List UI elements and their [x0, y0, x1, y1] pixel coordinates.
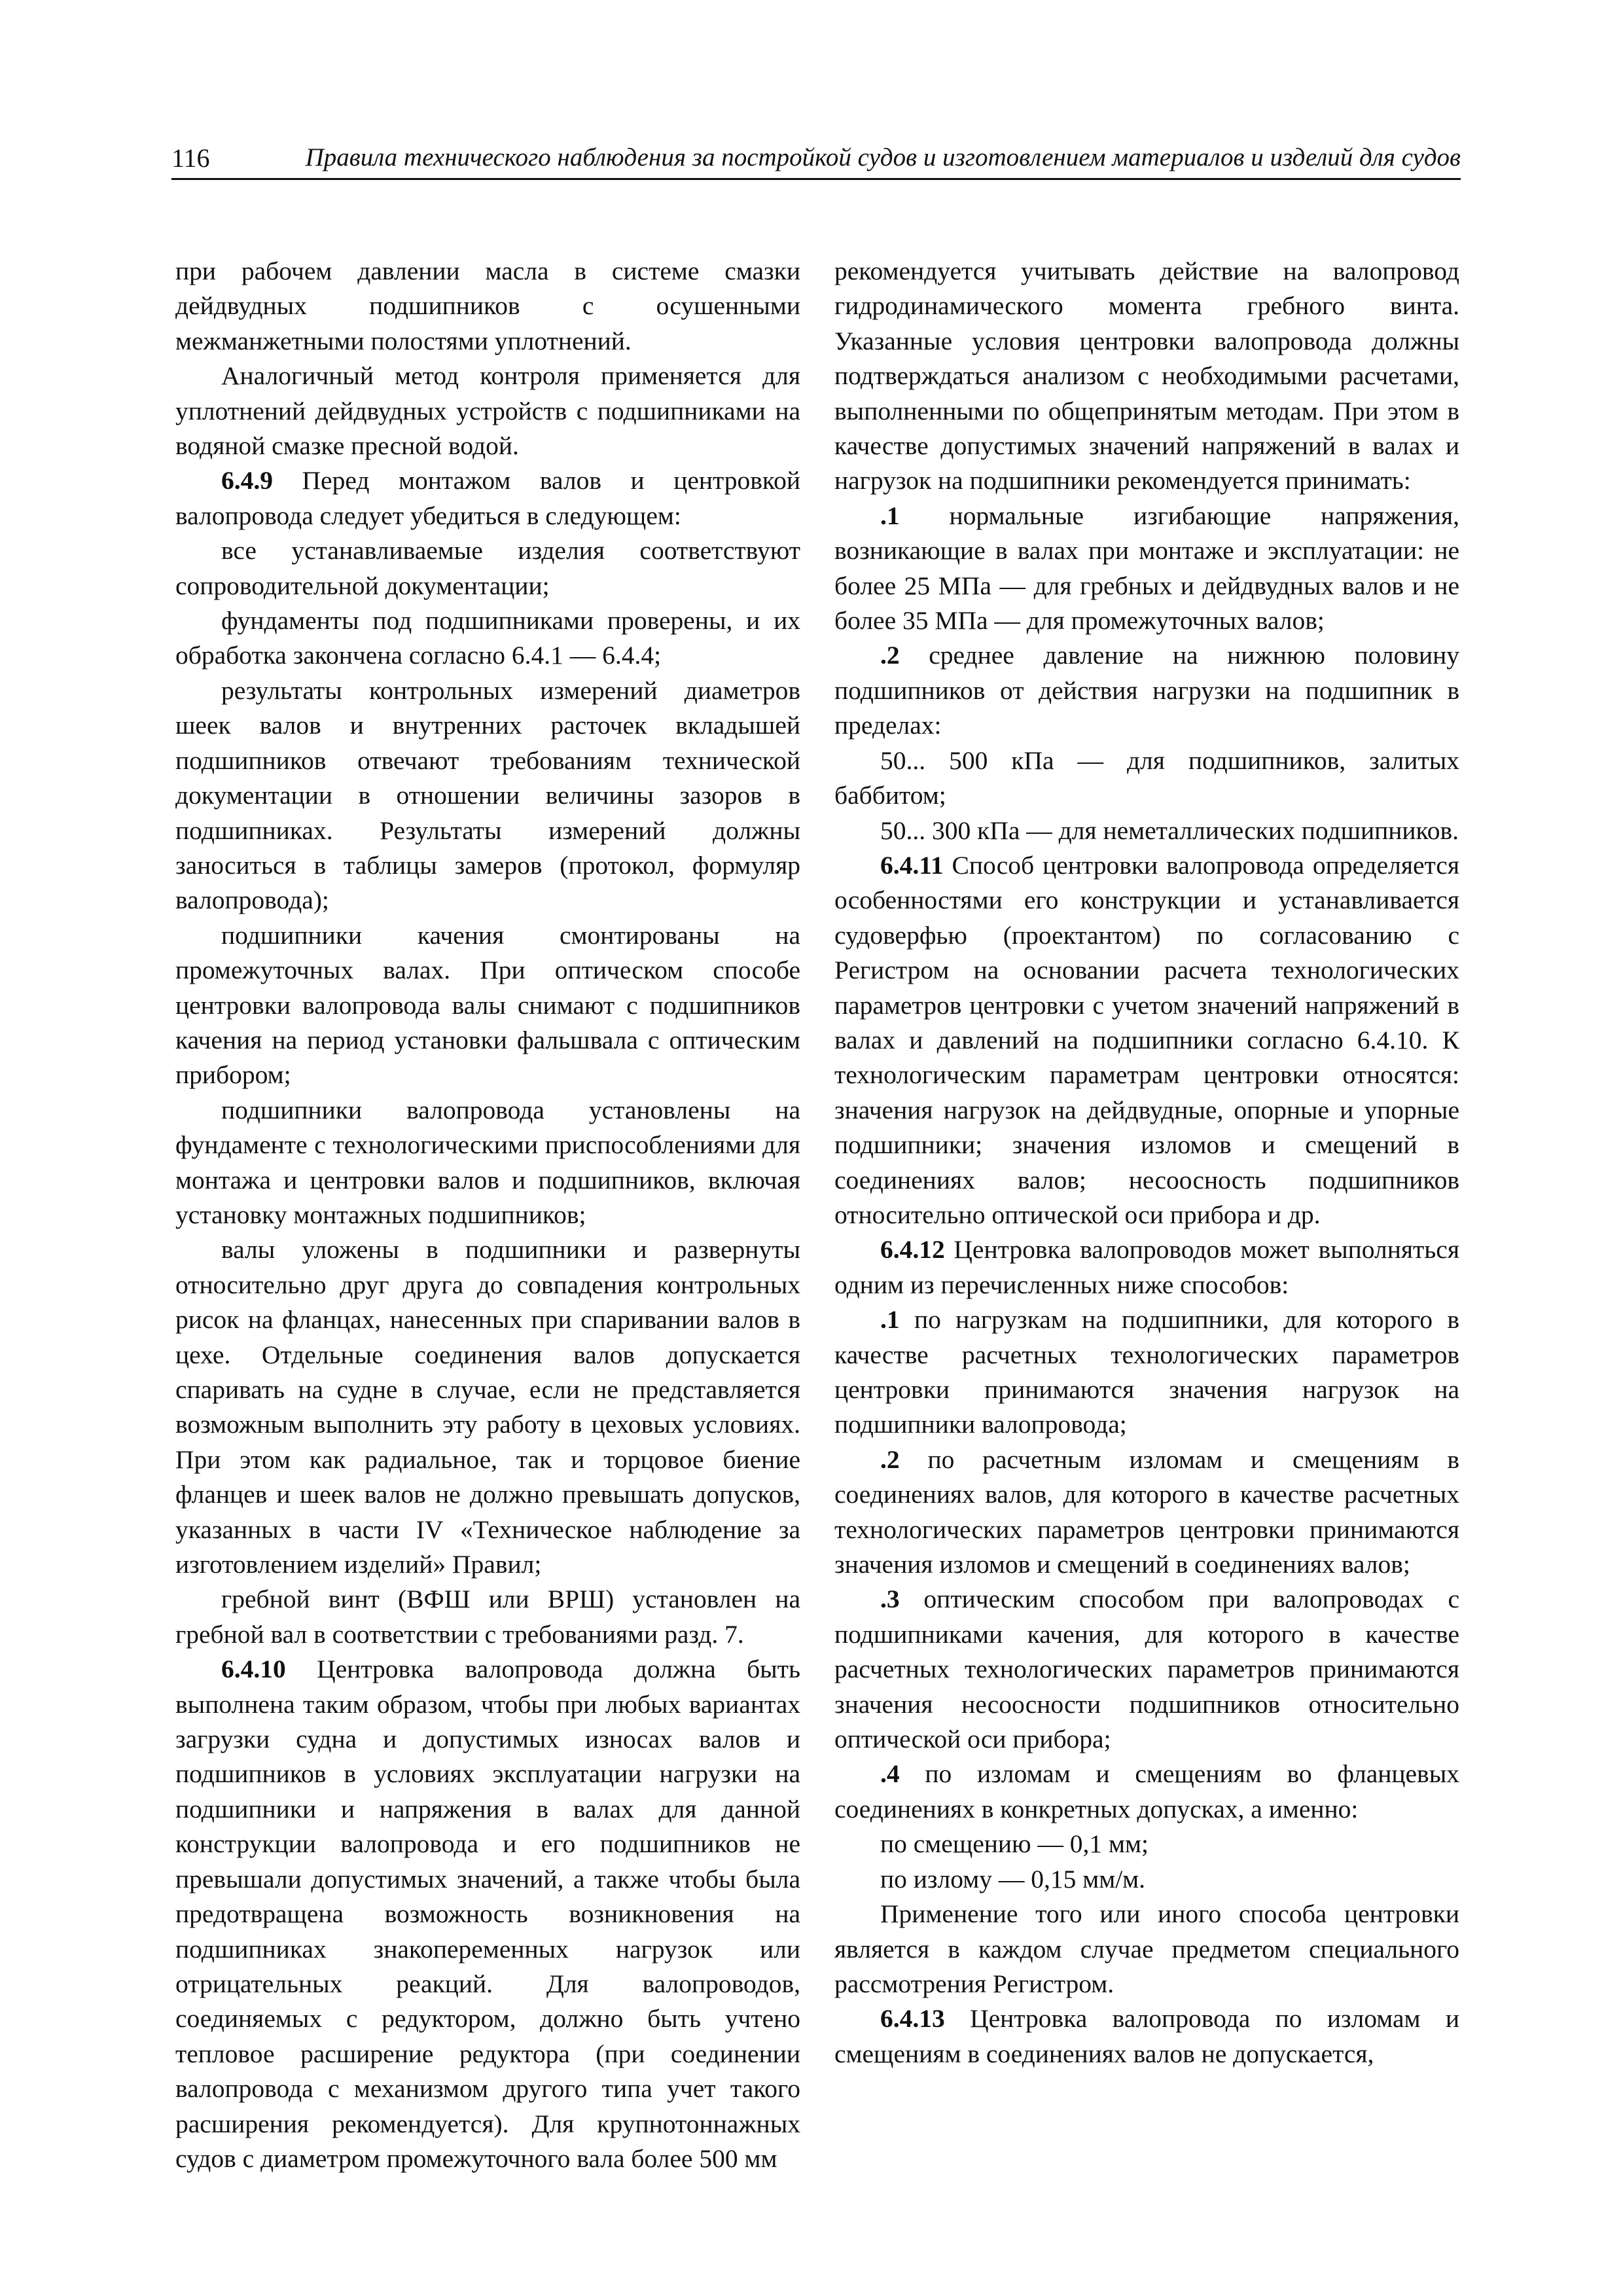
page-header	[171, 140, 1461, 180]
clause-number: .2	[880, 1444, 900, 1474]
clause-number: .4	[880, 1759, 900, 1789]
paragraph: 6.4.9 Перед монтажом валов и центровкой валопровода следует убедиться в следующем:	[175, 466, 800, 530]
left-column	[175, 254, 800, 2176]
clause-number: 6.4.12	[880, 1235, 945, 1265]
paragraph: фундаменты под подшипниками проверены, и их обработка закончена согласно 6.4.1 — 6.4.4;	[175, 606, 800, 670]
paragraph: 50... 300 кПа — для неметаллических подшипников.	[880, 816, 1459, 845]
page-number: 116	[171, 143, 210, 173]
paragraph: 6.4.11 Способ центровки валопровода определяется особенностями его конструкции и устанавливается судоверфью (проектантом) по согласованию с Регистром на основании расчета технологических параметров центровки с учетом значений напряжений в валах и давлений на подшипники согласно 6.4.10. К технологическим параметрам центровки относятся: значения нагрузок на дейдвудные, опорные и упорные подшипники; значения изломов и смещений в соединениях валов; несоосность подшипников относительно оптической оси прибора и др.	[834, 850, 1459, 1229]
clause-number: 6.4.13	[880, 2004, 945, 2034]
paragraph: .4 по изломам и смещениям во фланцевых соединениях в конкретных допусках, а именно:	[834, 1759, 1459, 1823]
paragraph: .1 нормальные изгибающие напряжения, возникающие в валах при монтаже и эксплуатации: не более 25 МПа — для гребных и дейдвудных валов и не более 35 МПа — для промежуточных валов;	[834, 501, 1459, 636]
clause-number: .3	[880, 1585, 900, 1614]
paragraph: результаты контрольных измерений диаметров шеек валов и внутренних расточек вкладышей подшипников отвечают требованиям технической документации в отношении величины зазоров в подшипниках. Результаты измерений должны заноситься в таблицы замеров (протокол, формуляр валопровода);	[175, 675, 800, 915]
paragraph: .2 среднее давление на нижнюю половину подшипников от действия нагрузки на подшипник в пределах:	[834, 641, 1459, 740]
clause-number: .1	[880, 1305, 900, 1335]
clause-number: .1	[880, 501, 900, 530]
paragraph: 50... 500 кПа — для подшипников, залитых баббитом;	[834, 745, 1459, 810]
paragraph: при рабочем давлении масла в системе смазки дейдвудных подшипников с осушенными межманжетными полостями уплотнений.	[175, 257, 800, 355]
right-column	[834, 254, 1459, 2072]
paragraph: .1 по нагрузкам на подшипники, для которого в качестве расчетных технологических параметров центровки принимаются значения нагрузок на подшипники валопровода;	[834, 1305, 1459, 1439]
paragraph: Применение того или иного способа центровки является в каждом случае предметом специального рассмотрения Регистром.	[834, 1899, 1459, 1998]
paragraph: .3 оптическим способом при валопроводах с подшипниками качения, для которого в качестве расчетных технологических параметров принимаются значения несоосности подшипников относительно оптической оси прибора;	[834, 1585, 1459, 1754]
paragraph: .2 по расчетным изломам и смещениям в соединениях валов, для которого в качестве расчетных технологических параметров центровки принимаются значения изломов и смещений в соединениях валов;	[834, 1444, 1459, 1579]
paragraph: 6.4.12 Центровка валопроводов может выполняться одним из перечисленных ниже способов:	[834, 1235, 1459, 1299]
running-title: Правила технического наблюдения за постройкой судов и изготовлением материалов и изделий для судов	[305, 143, 1461, 171]
paragraph: 6.4.13 Центровка валопровода по изломам и смещениям в соединениях валов не допускается,	[834, 2004, 1459, 2068]
clause-number: 6.4.9	[221, 466, 273, 495]
paragraph: подшипники качения смонтированы на промежуточных валах. При оптическом способе центровки валопровода валы снимают с подшипников качения на период установки фальшвала с оптическим прибором;	[175, 920, 800, 1090]
paragraph: по смещению — 0,1 мм;	[880, 1829, 1149, 1859]
clause-number: 6.4.10	[221, 1655, 286, 1684]
clause-number: .2	[880, 641, 900, 670]
paragraph: гребной винт (ВФШ или ВРШ) установлен на гребной вал в соответствии с требованиями разд. 7.	[175, 1585, 800, 1649]
paragraph: подшипники валопровода установлены на фундаменте с технологическими приспособлениями для монтажа и центровки валов и подшипников, включая установку монтажных подшипников;	[175, 1095, 800, 1229]
paragraph: рекомендуется учитывать действие на валопровод гидродинамического момента гребного винта. Указанные условия центровки валопровода должны подтверждаться анализом с необходимыми расчетами, выполненными по общепринятым методам. При этом в качестве допустимых значений напряжений в валах и нагрузок на подшипники рекомендуется принимать:	[834, 257, 1459, 495]
paragraph: Аналогичный метод контроля применяется для уплотнений дейдвудных устройств с подшипниками на водяной смазке пресной водой.	[175, 361, 800, 461]
paragraph: по излому — 0,15 мм/м.	[880, 1864, 1146, 1893]
paragraph: 6.4.10 Центровка валопровода должна быть выполнена таким образом, чтобы при любых вариантах загрузки судна и допустимых износах валов и подшипников в условиях эксплуатации нагрузки на подшипники и напряжения в валах для данной конструкции валопровода и его подшипников не превышали допустимых значений, а также чтобы была предотвращена возможность возникновения на подшипниках знакопеременных нагрузок или отрицательных реакций. Для валопроводов, соединяемых с редуктором, должно быть учтено тепловое расширение редуктора (при соединении валопровода с механизмом другого типа учет такого расширения рекомендуется). Для крупнотоннажных судов с диаметром промежуточного вала более 500 мм	[175, 1655, 800, 2173]
paragraph: валы уложены в подшипники и развернуты относительно друг друга до совпадения контрольных рисок на фланцах, нанесенных при спаривании валов в цехе. Отдельные соединения валов допускается спаривать на судне в случае, если не представляется возможным выполнить эту работу в цеховых условиях. При этом как радиальное, так и торцовое биение фланцев и шеек валов не должно превышать допусков, указанных в части IV «Техническое наблюдение за изготовлением изделий» Правил;	[175, 1235, 800, 1579]
paragraph: все устанавливаемые изделия соответствуют сопроводительной документации;	[175, 536, 800, 600]
clause-number: 6.4.11	[880, 850, 944, 880]
